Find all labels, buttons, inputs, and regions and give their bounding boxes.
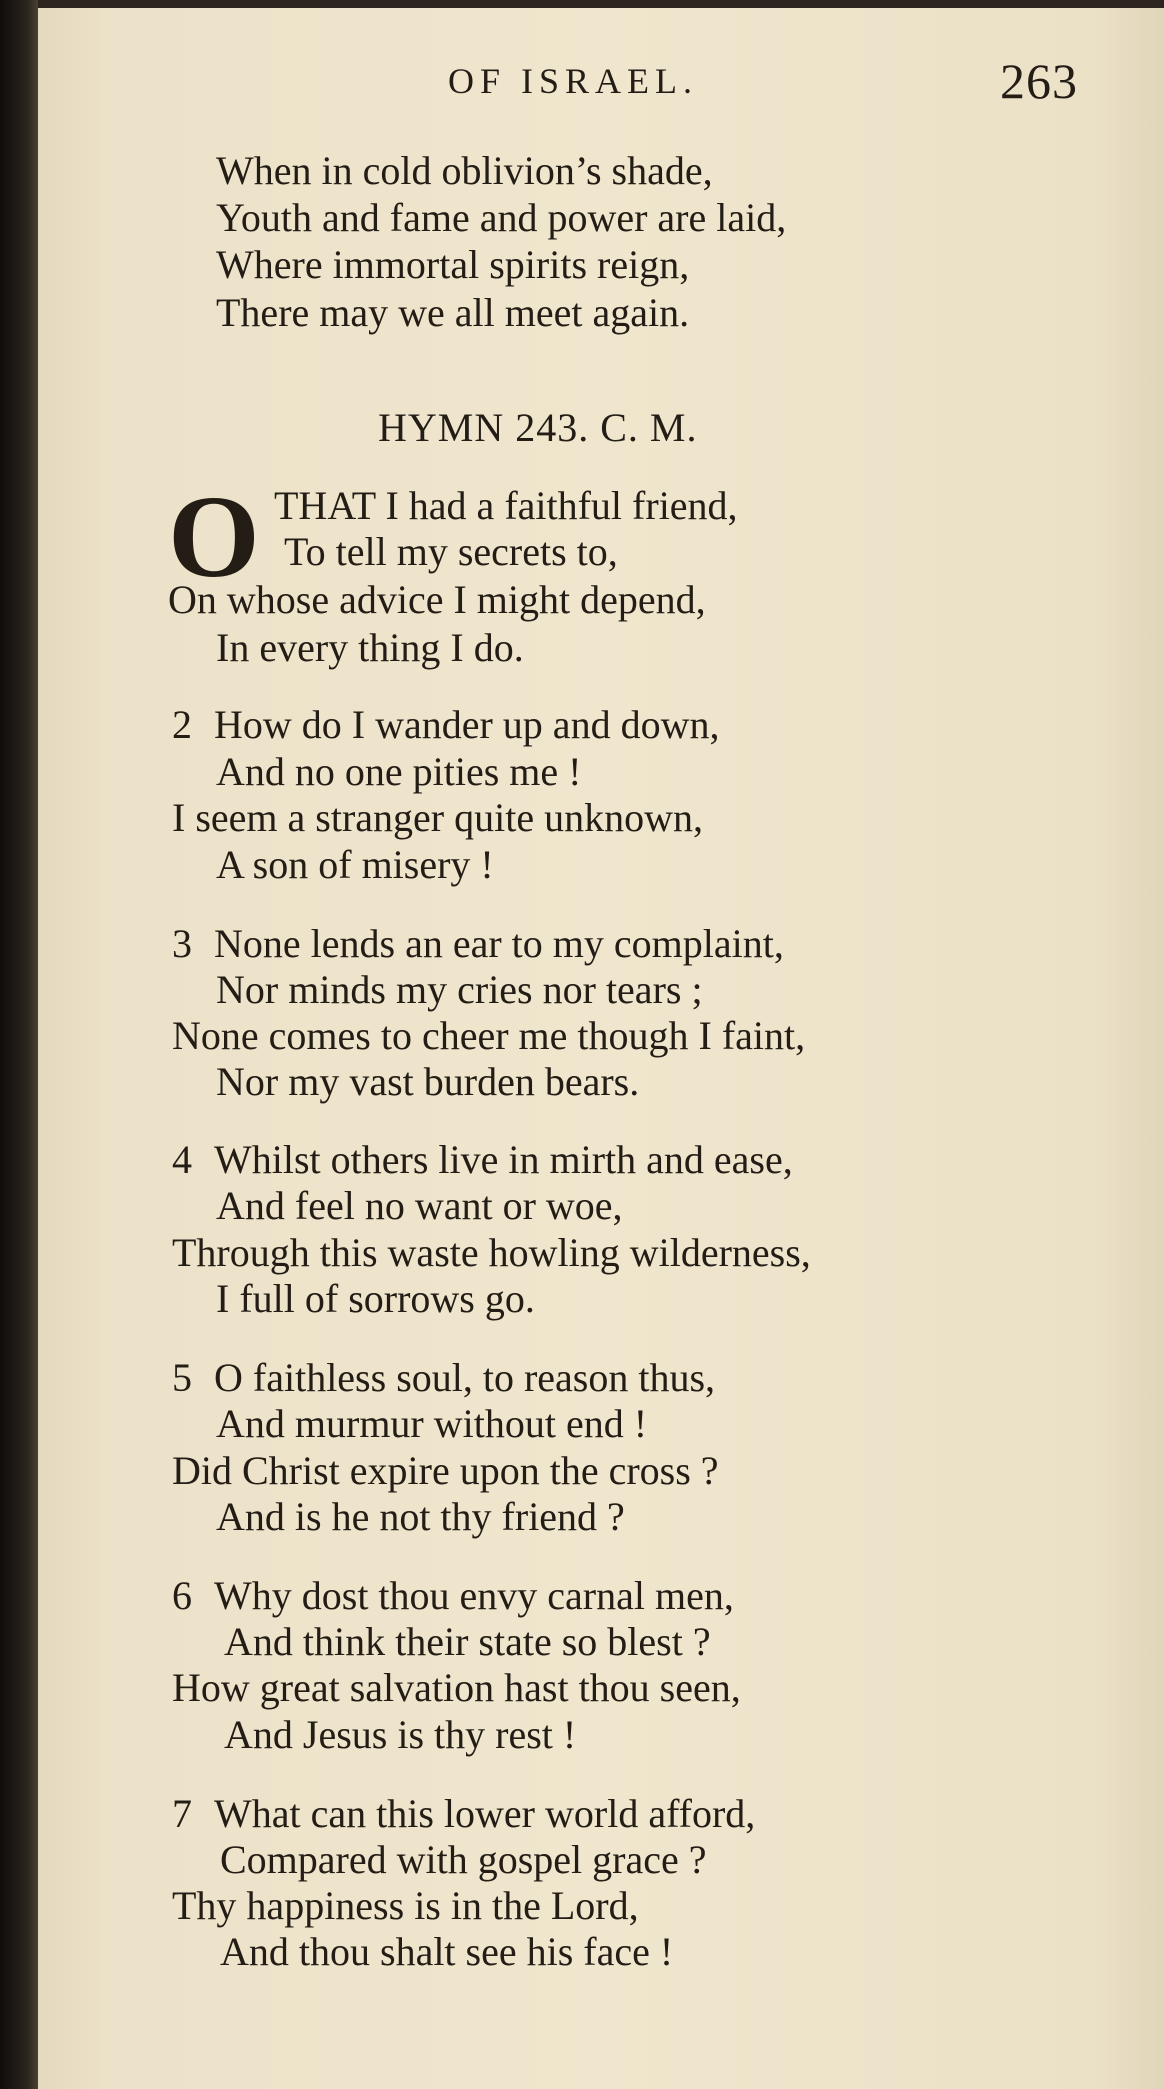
drop-cap: O xyxy=(168,471,260,602)
verse-line: Nor minds my cries nor tears ; xyxy=(216,967,703,1012)
verse-line: And is he not thy friend ? xyxy=(216,1494,625,1539)
verse-line: In every thing I do. xyxy=(216,625,524,670)
page-number: 263 xyxy=(1000,53,1078,109)
verse-number: 6 xyxy=(172,1573,192,1618)
verse-line: I full of sorrows go. xyxy=(216,1276,535,1321)
verse-line: Through this waste howling wilderness, xyxy=(172,1230,811,1275)
verse-line: Whilst others live in mirth and ease, xyxy=(214,1137,793,1182)
verse-line: And feel no want or woe, xyxy=(216,1183,623,1228)
verse-line: Thy happiness is in the Lord, xyxy=(172,1883,639,1928)
verse-line: Why dost thou envy carnal men, xyxy=(214,1573,734,1618)
verse-line: I seem a stranger quite unknown, xyxy=(172,795,703,840)
verse-line: Nor my vast burden bears. xyxy=(216,1059,640,1104)
verse-line: And Jesus is thy rest ! xyxy=(224,1712,577,1757)
verse-line: And no one pities me ! xyxy=(216,749,582,794)
verse-line: A son of misery ! xyxy=(216,842,494,887)
verse-line: And murmur without end ! xyxy=(216,1401,648,1446)
verse-line: How do I wander up and down, xyxy=(214,702,720,747)
page-top-rule xyxy=(38,0,1164,8)
verse-line: THAT I had a faithful friend, xyxy=(274,483,738,528)
book-page xyxy=(38,0,1164,2089)
verse-line: What can this lower world afford, xyxy=(214,1791,756,1836)
running-head: OF ISRAEL. xyxy=(448,61,699,101)
verse-line: O faithless soul, to reason thus, xyxy=(214,1355,716,1400)
verse-line: To tell my secrets to, xyxy=(284,529,618,574)
opening-line: Youth and fame and power are laid, xyxy=(216,195,787,240)
hymn-title: HYMN 243. C. M. xyxy=(378,405,698,450)
verse-line: And think their state so blest ? xyxy=(224,1619,711,1664)
verse-line: Did Christ expire upon the cross ? xyxy=(172,1448,719,1493)
verse-number: 3 xyxy=(172,921,192,966)
verse-number: 5 xyxy=(172,1355,192,1400)
verse-number: 2 xyxy=(172,702,192,747)
verse-number: 7 xyxy=(172,1791,192,1836)
verse-line: None comes to cheer me though I faint, xyxy=(172,1013,806,1058)
verse-line: How great salvation hast thou seen, xyxy=(172,1665,741,1710)
verse-line: And thou shalt see his face ! xyxy=(220,1929,674,1974)
verse-number: 4 xyxy=(172,1137,192,1182)
opening-line: There may we all meet again. xyxy=(216,290,690,335)
opening-line: When in cold oblivion’s shade, xyxy=(216,148,713,193)
opening-line: Where immortal spirits reign, xyxy=(216,242,690,287)
verse-line: On whose advice I might depend, xyxy=(168,577,706,622)
verse-line: Compared with gospel grace ? xyxy=(220,1837,707,1882)
book-spine-shadow xyxy=(0,0,38,2089)
verse-line: None lends an ear to my complaint, xyxy=(214,921,784,966)
